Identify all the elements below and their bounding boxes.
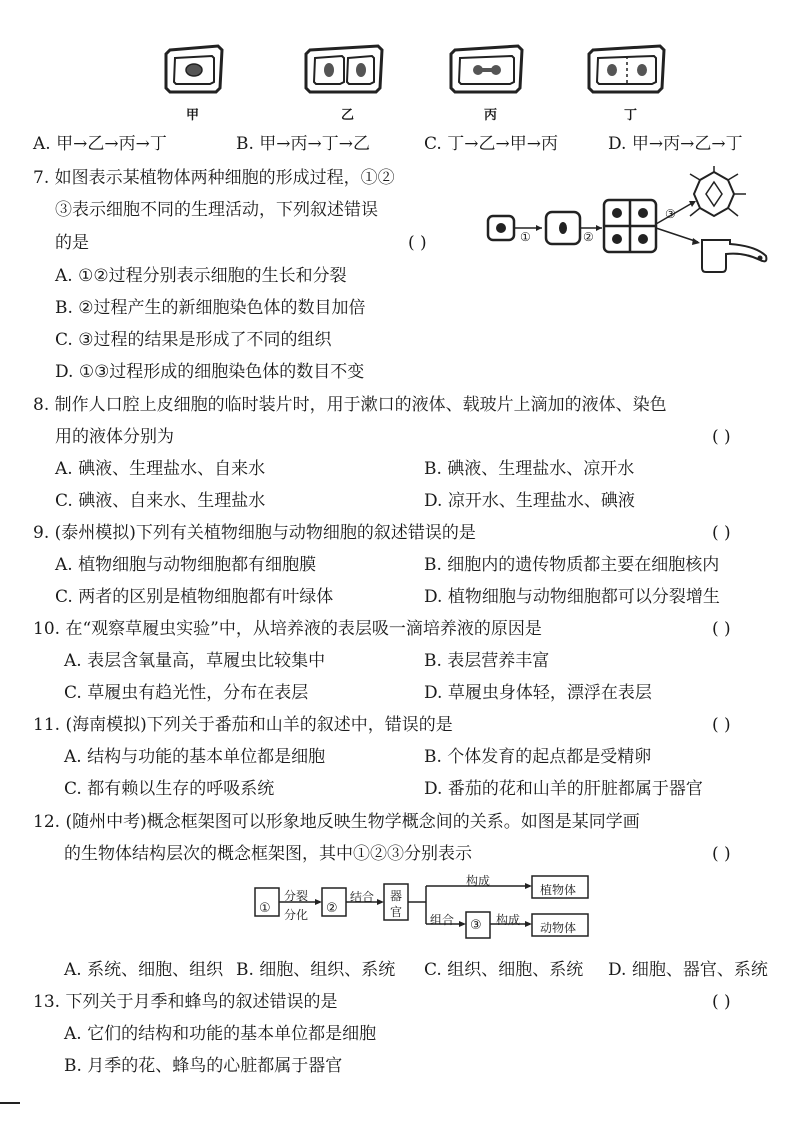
q8-stem-line1: 8. 制作人口腔上皮细胞的临时装片时，用于漱口的液体、载玻片上滴加的液体、染色 [33, 395, 667, 415]
q12-box-2: ② [326, 901, 338, 916]
q8-option-d[interactable]: D. 凉开水、生理盐水、碘液 [424, 491, 635, 511]
q12-box-4: ③ [470, 918, 482, 933]
cell-bing-drawing [451, 46, 522, 92]
q7-option-c[interactable]: C. ③过程的结果是形成了不同的组织 [55, 330, 332, 350]
q11-option-d[interactable]: D. 番茄的花和山羊的肝脏都属于器官 [424, 779, 703, 799]
q12-plant-box: 植物体 [540, 883, 577, 897]
cell-ding-drawing [589, 46, 664, 92]
q10-answer-paren[interactable]: ( ) [712, 619, 731, 639]
q11-option-a[interactable]: A. 结构与功能的基本单位都是细胞 [64, 747, 326, 767]
q11-option-b[interactable]: B. 个体发育的起点都是受精卵 [424, 747, 652, 767]
q12-box-3-line1: 器 [390, 889, 403, 903]
q8-answer-paren[interactable]: ( ) [712, 427, 731, 447]
q11-option-c[interactable]: C. 都有赖以生存的呼吸系统 [64, 779, 275, 799]
q8-option-a[interactable]: A. 碘液、生理盐水、自来水 [55, 459, 266, 479]
cell-label-ding: 丁 [624, 108, 638, 123]
cell-yi-drawing [306, 46, 382, 92]
q12-arrow1-bottom-label: 分化 [284, 908, 309, 922]
q10-option-c[interactable]: C. 草履虫有趋光性，分布在表层 [64, 683, 309, 703]
q12-arrow4-label: 构成 [496, 913, 521, 927]
q12-branch-bottom-label: 组合 [430, 913, 455, 927]
page-edge-mark [0, 1102, 20, 1104]
q12-stem-line2: 的生物体结构层次的概念框架图，其中①②③分别表示 [64, 844, 472, 864]
q13-option-a[interactable]: A. 它们的结构和功能的基本单位都是细胞 [64, 1024, 377, 1044]
q7-diagram-label-3: ③ [665, 207, 676, 221]
q13-stem-line1: 13. 下列关于月季和蜂鸟的叙述错误的是 [33, 992, 338, 1012]
q12-option-d[interactable]: D. 细胞、器官、系统 [608, 960, 768, 980]
q9-option-a[interactable]: A. 植物细胞与动物细胞都有细胞膜 [55, 555, 317, 575]
q12-arrow2-label: 结合 [350, 890, 375, 904]
q12-option-a[interactable]: A. 系统、细胞、组织 [64, 960, 224, 980]
q12-branch-top-label: 构成 [466, 874, 491, 888]
q10-option-d[interactable]: D. 草履虫身体轻，漂浮在表层 [424, 683, 652, 703]
q12-answer-paren[interactable]: ( ) [712, 844, 731, 864]
q7-cell-diagram [484, 166, 780, 276]
q11-stem-line1: 11. (海南模拟)下列关于番茄和山羊的叙述中，错误的是 [33, 715, 453, 735]
q7-diagram-label-2: ② [583, 230, 594, 244]
q6-option-b[interactable]: B. 甲→丙→丁→乙 [236, 134, 371, 154]
q9-answer-paren[interactable]: ( ) [712, 523, 731, 543]
q12-stem-line1: 12. (随州中考)概念框架图可以形象地反映生物学概念间的关系。如图是某同学画 [33, 812, 640, 832]
q9-stem-line1: 9. (泰州模拟)下列有关植物细胞与动物细胞的叙述错误的是 [33, 523, 476, 543]
q7-stem-line3: 的是 [55, 233, 89, 253]
q9-option-d[interactable]: D. 植物细胞与动物细胞都可以分裂增生 [424, 587, 720, 607]
q7-option-d[interactable]: D. ①③过程形成的细胞染色体的数目不变 [55, 362, 365, 382]
q12-arrow1-top-label: 分裂 [284, 889, 309, 903]
q10-stem-line1: 10. 在“观察草履虫实验”中，从培养液的表层吸一滴培养液的原因是 [33, 619, 542, 639]
cell-label-yi: 乙 [341, 108, 355, 123]
q8-stem-line2: 用的液体分别为 [55, 427, 174, 447]
cell-label-jia: 甲 [186, 108, 200, 123]
q9-option-b[interactable]: B. 细胞内的遗传物质都主要在细胞核内 [424, 555, 720, 575]
q13-option-b[interactable]: B. 月季的花、蜂鸟的心脏都属于器官 [64, 1056, 343, 1076]
q7-stem-line1: 7. 如图表示某植物体两种细胞的形成过程，①② [33, 168, 395, 188]
q7-option-a[interactable]: A. ①②过程分别表示细胞的生长和分裂 [55, 266, 347, 286]
q6-cell-figure [150, 38, 690, 128]
q12-option-b[interactable]: B. 细胞、组织、系统 [236, 960, 396, 980]
q9-option-c[interactable]: C. 两者的区别是植物细胞都有叶绿体 [55, 587, 334, 607]
q12-option-c[interactable]: C. 组织、细胞、系统 [424, 960, 584, 980]
q13-answer-paren[interactable]: ( ) [712, 992, 731, 1012]
q7-option-b[interactable]: B. ②过程产生的新细胞染色体的数目加倍 [55, 298, 366, 318]
q7-diagram-label-1: ① [520, 230, 531, 244]
q6-option-c[interactable]: C. 丁→乙→甲→丙 [424, 134, 558, 154]
q8-option-b[interactable]: B. 碘液、生理盐水、凉开水 [424, 459, 635, 479]
cell-label-bing: 丙 [484, 108, 498, 123]
q8-option-c[interactable]: C. 碘液、自来水、生理盐水 [55, 491, 266, 511]
q7-stem-line2: ③表示细胞不同的生理活动，下列叙述错误 [55, 200, 378, 220]
q10-option-a[interactable]: A. 表层含氧量高，草履虫比较集中 [64, 651, 326, 671]
q10-option-b[interactable]: B. 表层营养丰富 [424, 651, 550, 671]
q12-animal-box: 动物体 [540, 921, 577, 935]
q12-box-1: ① [259, 901, 271, 916]
q11-answer-paren[interactable]: ( ) [712, 715, 731, 735]
q6-option-d[interactable]: D. 甲→丙→乙→丁 [608, 134, 743, 154]
q6-option-a[interactable]: A. 甲→乙→丙→丁 [33, 134, 167, 154]
cell-jia-drawing [166, 46, 222, 92]
q12-box-3-line2: 官 [390, 905, 403, 919]
q7-answer-paren[interactable]: ( ) [408, 233, 427, 253]
